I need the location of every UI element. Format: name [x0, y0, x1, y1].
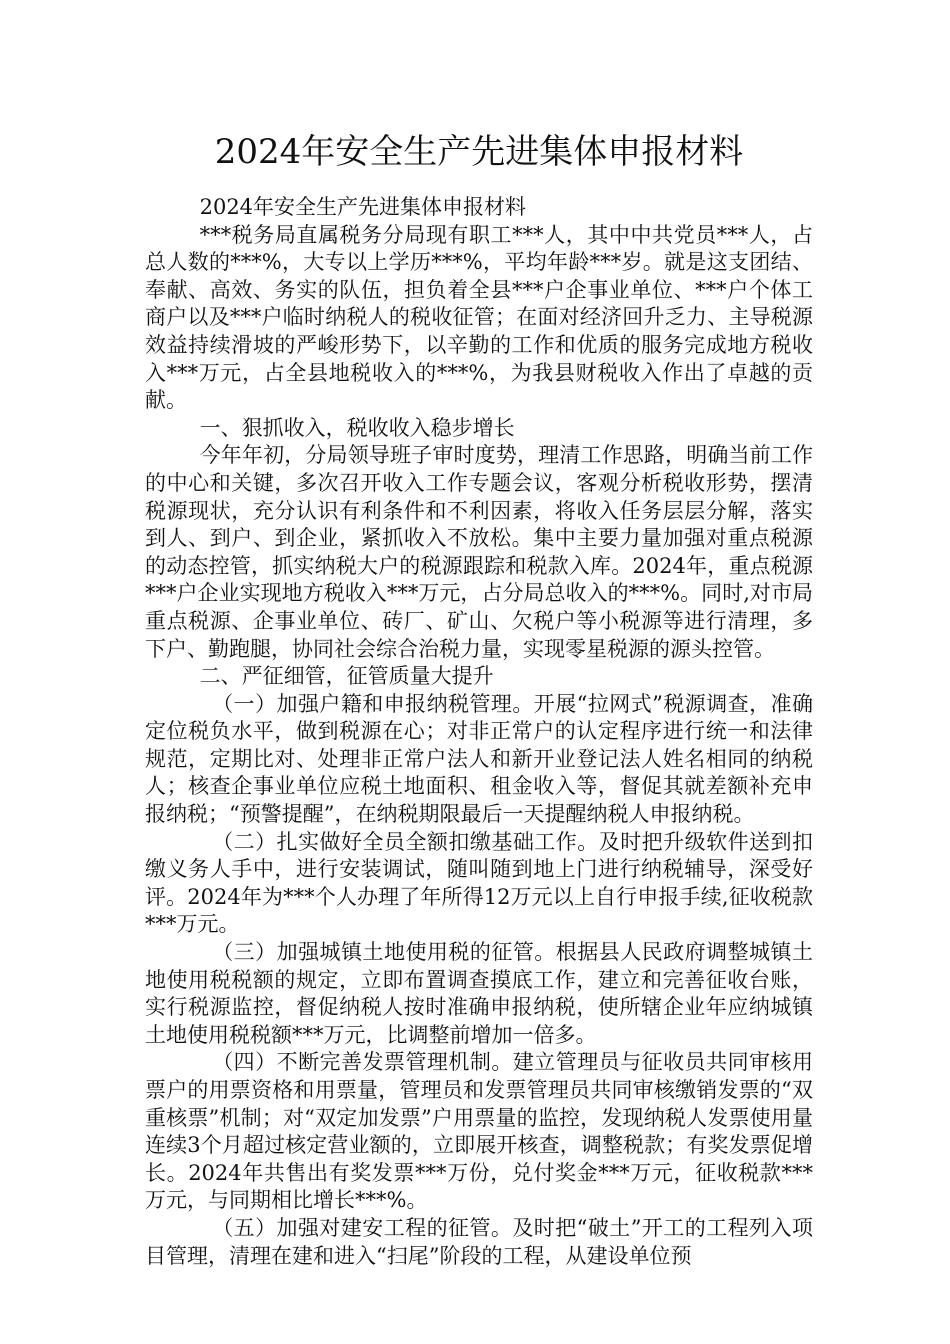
subsection-3-paragraph: （三）加强城镇土地使用税的征管。根据县人民政府调整城镇土地使用税税额的规定，立即布置调查摸底工作，建立和完善征收台账，实行税源监控，督促纳税人按时准确申报纳税，使所辖企业年应纳城镇土地使用税税额***万元，比调整前增加一倍多。	[145, 940, 813, 1047]
section-heading-1: 一、狠抓收入，税收收入稳步增长	[199, 415, 515, 440]
subtitle-paragraph: 2024年安全生产先进集体申报材料	[199, 195, 527, 219]
intro-paragraph: ***税务局直属税务分局现有职工***人，其中中共党员***人，占总人数的***%，大专以上学历***%，平均年龄***岁。就是这支团结、奉献、高效、务实的队伍，担负着全县***户企事业单位、***户个体工商户以及***户临时纳税人的税收征管；在面对经济回升乏力、主导税源效益持续滑坡的严峻形势下，以辛勤的工作和优质的服务完成地方税收入***万元，占全县地税收入的***%，为我县财税收入作出了卓越的贡献。	[145, 222, 813, 413]
subsection-2-paragraph: （二）扎实做好全员全额扣缴基础工作。及时把升级软件送到扣缴义务人手中，进行安装调试，随叫随到地上门进行纳税辅导，深受好评。2024年为***个人办理了年所得12万元以上自行申报手续,征收税款***万元。	[145, 829, 813, 937]
document-body	[145, 194, 813, 1270]
subsection-4-paragraph: （四）不断完善发票管理机制。建立管理员与征收员共同审核用票户的用票资格和用票量，管理员和发票管理员共同审核缴销发票的“双重核票”机制；对“双定加发票”户用票量的监控，发现纳税人发票使用量连续3个月超过核定营业额的，立即展开核查，调整税款；有奖发票促增长。2024年共售出有奖发票***万份，兑付奖金***万元，征收税款***万元，与同期相比增长***%。	[145, 1050, 813, 1213]
document-page	[145, 0, 813, 1270]
section-1-paragraph: 今年年初，分局领导班子审时度势，理清工作思路，明确当前工作的中心和关键，多次召开收入工作专题会议，客观分析税收形势，摆清税源现状，充分认识有利条件和不利因素，将收入任务层层分解，落实到人、到户、到企业，紧抓收入不放松。集中主要力量加强对重点税源的动态控管，抓实纳税大户的税源跟踪和税款入库。2024年，重点税源***户企业实现地方税收入***万元，占分局总收入的***%。同时,对市局重点税源、企事业单位、砖厂、矿山、欠税户等小税源等进行清理，多下户、勤跑腿，协同社会综合治税力量，实现零星税源的源头控管。	[145, 443, 813, 661]
subsection-1-paragraph: （一）加强户籍和申报纳税管理。开展“拉网式”税源调查，准确定位税负水平，做到税源在心；对非正常户的认定程序进行统一和法律规范，定期比对、处理非正常户法人和新开业登记法人姓名相同的纳税人；核查企事业单位应税土地面积、租金收入等，督促其就差额补充申报纳税；“预警提醒”，在纳税期限最后一天提醒纳税人申报纳税。	[145, 691, 813, 827]
document-title: 2024年安全生产先进集体申报材料	[214, 132, 744, 172]
subsection-5-paragraph: （五）加强对建安工程的征管。及时把“破土”开工的工程列入项目管理，清理在建和进入“扫尾”阶段的工程，从建设单位预	[145, 1215, 813, 1268]
section-heading-2: 二、严征细管，征管质量大提升	[199, 664, 494, 689]
